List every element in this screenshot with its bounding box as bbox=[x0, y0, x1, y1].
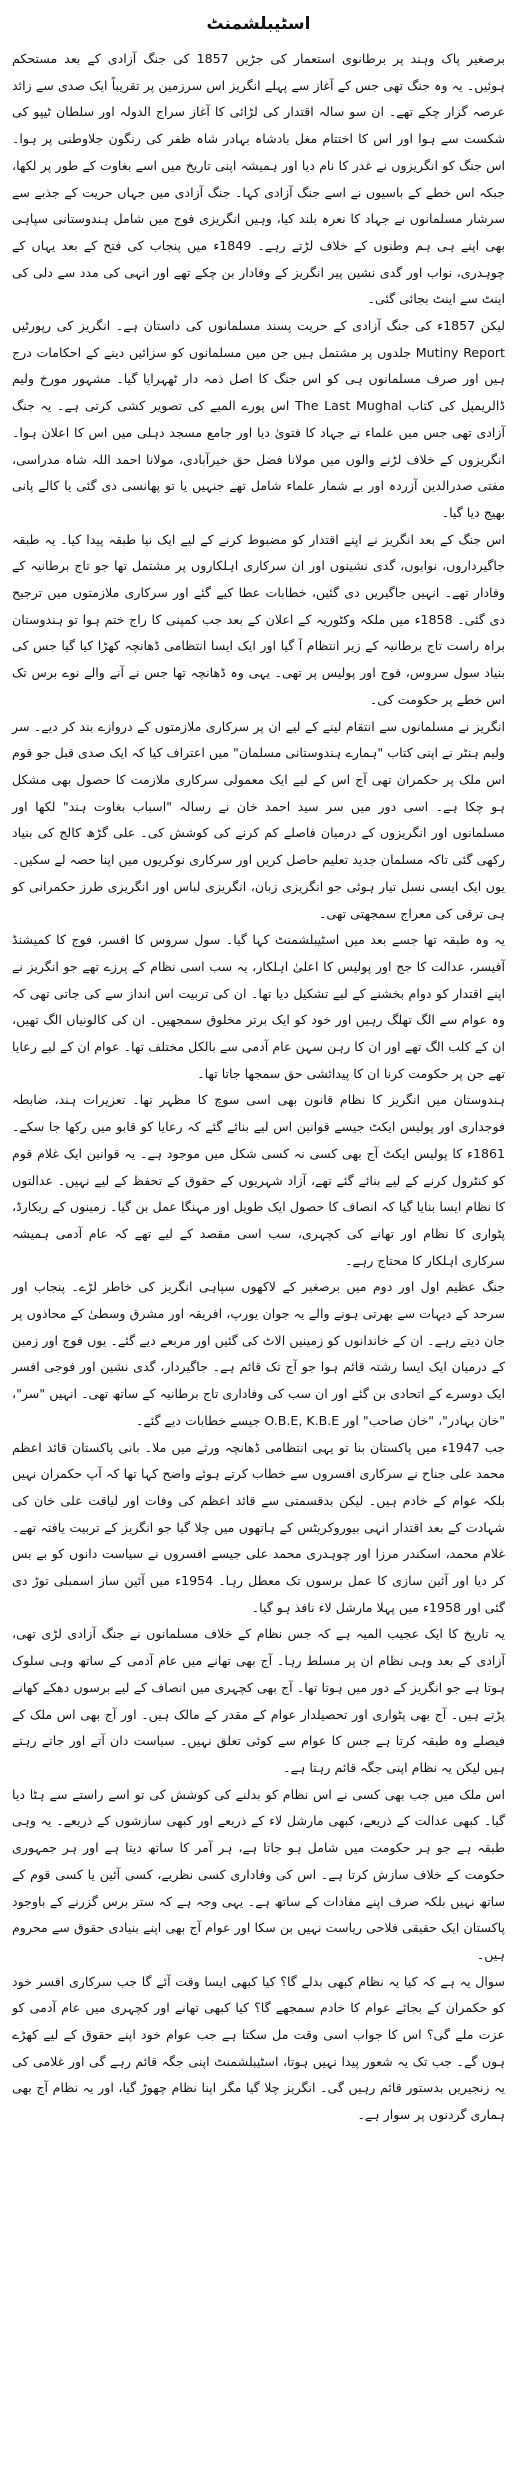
article-paragraph: جنگ عظیم اول اور دوم میں برصغیر کے لاکھوں سپاہی انگریز کی خاطر لڑے۔ پنجاب اور سرحد کے دیہات سے بھرتی ہونے والے یہ جوان یورپ، افریقہ اور مشرق وسطیٰ کے محاذوں پر جان دیتے رہے۔ ان کے خاندانوں کو زمینیں الاٹ کی گئیں اور مربعے دیے گئے۔ یوں فوج اور زمین کے درمیان ایک ایسا رشتہ قائم ہوا جو آج تک قائم ہے۔ جاگیردار، گدی نشین اور فوجی افسر ایک دوسرے کے اتحادی بن گئے اور ان سب کی وفاداری تاج برطانیہ کے ساتھ تھی۔ انہیں "سر"، "خان بہادر"، "خان صاحب" اور O.B.E, K.B.E جیسے خطابات دیے گئے۔ bbox=[12, 1279, 505, 1428]
article-paragraph: لیکن 1857ء کی جنگ آزادی کے حریت پسند مسلمانوں کی داستان ہے۔ انگریز کی رپورٹیں Mutiny Report جلدوں پر مشتمل ہیں جن میں مسلمانوں کو سزائیں دینے کے احکامات درج ہیں اور صرف مسلمانوں ہی کو اس جنگ کا اصل ذمہ دار ٹھہرایا گیا۔ مشہور مورخ ولیم ڈالریمپل کی کتاب The Last Mughal اس پورے المیے کی تصویر کشی کرتی ہے۔ یہ جنگ آزادی تھی جس میں علماء نے جہاد کا فتویٰ دیا اور جامع مسجد دہلی میں اس کا اعلان ہوا۔ انگریزوں کے خلاف لڑنے والوں میں مولانا فضل حق خیرآبادی، مولانا احمد اللہ شاہ مدراسی، مفتی صدرالدین آزردہ اور بے شمار علماء شامل تھے جنہیں یا تو پھانسی دی گئی یا کالے پانی بھیج دیا گیا۔ bbox=[12, 318, 506, 520]
article-body bbox=[12, 46, 505, 2129]
article-paragraph: انگریز نے مسلمانوں سے انتقام لینے کے لیے ان پر سرکاری ملازمتوں کے دروازے بند کر دیے۔ سر ولیم ہنٹر نے اپنی کتاب "ہمارے ہندوستانی مسلمان" میں اعتراف کیا کہ ایک صدی قبل جو قوم اس ملک پر حکمران تھی آج اس کے لیے ایک معمولی سرکاری ملازمت کا حصول بھی مشکل ہو چکا ہے۔ اسی دور میں سر سید احمد خان نے رسالہ "اسباب بغاوت ہند" لکھا اور مسلمانوں اور انگریزوں کے درمیان فاصلے کم کرنے کی کوشش کی۔ علی گڑھ کالج کی بنیاد رکھی گئی تاکہ مسلمان جدید تعلیم حاصل کریں اور سرکاری نوکریوں میں اپنا حصہ لے سکیں۔ یوں ایک ایسی نسل تیار ہوئی جو انگریزی زبان، انگریزی لباس اور انگریزی طرز حکمرانی کو ہی ترقی کی معراج سمجھتی تھی۔ bbox=[12, 718, 505, 921]
article-title: اسٹیبلشمنٹ bbox=[206, 14, 311, 34]
article-paragraph: ہندوستان میں انگریز کا نظام قانون بھی اسی سوچ کا مظہر تھا۔ تعزیرات ہند، ضابطہ فوجداری اور پولیس ایکٹ جیسے قوانین اس لیے بنائے گئے کہ رعایا کو قابو میں رکھا جا سکے۔ 1861ء کا پولیس ایکٹ آج بھی کسی نہ کسی شکل میں موجود ہے۔ یہ قوانین ایک غلام قوم کو کنٹرول کرنے کے لیے بنائے گئے تھے، آزاد شہریوں کے حقوق کے تحفظ کے لیے نہیں۔ عدالتوں کا نظام ایسا بنایا گیا کہ انصاف کا حصول ایک طویل اور مہنگا عمل بن گیا۔ زمینوں کے ریکارڈ، پٹواری کا نظام اور تھانے کی کچہری، سب اسی مقصد کے لیے تھے کہ عام آدمی ہمیشہ سرکاری اہلکار کا محتاج رہے۔ bbox=[12, 1092, 505, 1268]
article-paragraph: برصغیر پاک وہند پر برطانوی استعمار کی جڑیں 1857 کی جنگ آزادی کے بعد مستحکم ہوئیں۔ یہ وہ جنگ تھی جس کے آغاز سے پہلے انگریز اس سرزمین پر تقریباً ایک صدی سے زائد عرصہ گزار چکے تھے۔ ان سو سالہ اقتدار کی لڑائی کا آغاز سراج الدولہ اور سلطان ٹیپو کی شکست سے ہوا اور اس کا اختتام مغل بادشاہ بہادر شاہ ظفر کی رنگون جلاوطنی پر ہوا۔ اس جنگ کو انگریزوں نے غدر کا نام دیا اور ہمیشہ اپنی تاریخ میں اسے بغاوت کے طور پر لکھا، جبکہ اس خطے کے باسیوں نے اسے جنگ آزادی کہا۔ جنگ آزادی میں جہاں حریت کے جذبے سے سرشار مسلمانوں نے جہاد کا نعرہ بلند کیا، وہیں انگریزی فوج میں شامل ہندوستانی سپاہی بھی اپنے ہی ہم وطنوں کے خلاف لڑتے رہے۔ 1849ء میں پنجاب کی فتح کے بعد یہاں کے چوہدری، نواب اور گدی نشین پیر انگریز کے وفادار بن چکے تھے اور انہی کی مدد سے دلی کی اینٹ سے اینٹ بجائی گئی۔ bbox=[12, 51, 506, 307]
article-paragraph: سوال یہ ہے کہ کیا یہ نظام کبھی بدلے گا؟ کیا کبھی ایسا وقت آئے گا جب سرکاری افسر خود کو حکمران کے بجائے عوام کا خادم سمجھے گا؟ کیا کبھی تھانے اور کچہری میں عام آدمی کو عزت ملے گی؟ اس کا جواب اسی وقت مل سکتا ہے جب عوام خود اپنے حقوق کے لیے کھڑے ہوں گے۔ جب تک یہ شعور پیدا نہیں ہوتا، اسٹیبلشمنٹ اپنی جگہ قائم رہے گی اور غلامی کی یہ زنجیریں بدستور قائم رہیں گی۔ انگریز چلا گیا مگر اپنا نظام چھوڑ گیا، اور یہ نظام آج بھی ہماری گردنوں پر سوار ہے۔ bbox=[12, 1973, 505, 2123]
article-paragraph: یہ تاریخ کا ایک عجیب المیہ ہے کہ جس نظام کے خلاف مسلمانوں نے جنگ آزادی لڑی تھی، آزادی کے بعد وہی نظام ان پر مسلط رہا۔ آج بھی تھانے میں عام آدمی کے ساتھ وہی سلوک ہوتا ہے جو انگریز کے دور میں ہوتا تھا۔ آج بھی کچہری میں انصاف کے لیے برسوں دھکے کھانے پڑتے ہیں۔ آج بھی پٹواری اور تحصیلدار عوام کے مقدر کے مالک ہیں۔ اور آج بھی اس ملک کے فیصلے وہ طبقہ کرتا ہے جس کا عوام سے کوئی تعلق نہیں۔ سیاست دان آتے اور جاتے رہتے ہیں لیکن یہ نظام اپنی جگہ قائم رہتا ہے۔ bbox=[12, 1626, 505, 1775]
article-paragraph: یہ وہ طبقہ تھا جسے بعد میں اسٹیبلشمنٹ کہا گیا۔ سول سروس کا افسر، فوج کا کمیشنڈ آفیسر، عدالت کا جج اور پولیس کا اعلیٰ اہلکار، یہ سب اسی نظام کے پرزے تھے جو انگریز نے اپنے اقتدار کو دوام بخشنے کے لیے تشکیل دیا تھا۔ ان کی تربیت اس انداز سے کی جاتی تھی کہ وہ عوام سے الگ تھلگ رہیں اور خود کو ایک برتر مخلوق سمجھیں۔ ان کی کالونیاں الگ تھیں، ان کے کلب الگ تھے اور ان کا رہن سہن عام آدمی سے بالکل مختلف تھا۔ عوام ان کے لیے رعایا تھے جن پر حکومت کرنا ان کا پیدائشی حق سمجھا جاتا تھا۔ bbox=[12, 932, 505, 1081]
article-paragraph: جب 1947ء میں پاکستان بنا تو یہی انتظامی ڈھانچہ ورثے میں ملا۔ بانی پاکستان قائد اعظم محمد علی جناح نے سرکاری افسروں سے خطاب کرتے ہوئے واضح کہا تھا کہ آپ حکمران نہیں بلکہ عوام کے خادم ہیں۔ لیکن بدقسمتی سے قائد اعظم کی وفات اور لیاقت علی خان کی شہادت کے بعد اقتدار انہی بیوروکریٹس کے ہاتھوں میں چلا گیا جو انگریز کے تربیت یافتہ تھے۔ غلام محمد، اسکندر مرزا اور چوہدری محمد علی جیسے افسروں نے سیاست دانوں کو بے بس کر دیا اور آئین سازی کا عمل برسوں تک معطل رہا۔ 1954ء میں آئین ساز اسمبلی توڑ دی گئی اور 1958ء میں پہلا مارشل لاء نافذ ہو گیا۔ bbox=[12, 1439, 506, 1615]
article-paragraph: اس جنگ کے بعد انگریز نے اپنے اقتدار کو مضبوط کرنے کے لیے ایک نیا طبقہ پیدا کیا۔ یہ طبقہ جاگیرداروں، نوابوں، گدی نشینوں اور ان سرکاری اہلکاروں پر مشتمل تھا جو تاج برطانیہ کے وفادار تھے۔ انہیں جاگیریں دی گئیں، خطابات عطا کیے گئے اور سرکاری ملازمتوں میں ترجیح دی گئی۔ 1858ء میں ملکہ وکٹوریہ کے اعلان کے بعد جب کمپنی کا راج ختم ہوا تو ہندوستان براہ راست تاج برطانیہ کے زیر انتظام آ گیا اور ایک ایسا انتظامی ڈھانچہ کھڑا کیا گیا جس کی بنیاد سول سروس، فوج اور پولیس پر تھی۔ یہی وہ ڈھانچہ تھا جس نے آنے والے نوے برس تک اس خطے پر حکومت کی۔ bbox=[12, 531, 505, 707]
article-paragraph: اس ملک میں جب بھی کسی نے اس نظام کو بدلنے کی کوشش کی تو اسے راستے سے ہٹا دیا گیا۔ کبھی عدالت کے ذریعے، کبھی مارشل لاء کے ذریعے اور کبھی سازشوں کے ذریعے۔ یہ وہی طبقہ ہے جو ہر حکومت میں شامل ہو جاتا ہے، ہر آمر کا ساتھ دیتا ہے اور ہر جمہوری حکومت کے خلاف سازش کرتا ہے۔ اس کی وفاداری کسی نظریے، کسی آئین یا کسی قوم کے ساتھ نہیں بلکہ صرف اپنے مفادات کے ساتھ ہے۔ یہی وجہ ہے کہ ستر برس گزرنے کے باوجود پاکستان ایک حقیقی فلاحی ریاست نہیں بن سکا اور عوام آج بھی اپنے بنیادی حقوق سے محروم ہیں۔ bbox=[12, 1786, 505, 1962]
